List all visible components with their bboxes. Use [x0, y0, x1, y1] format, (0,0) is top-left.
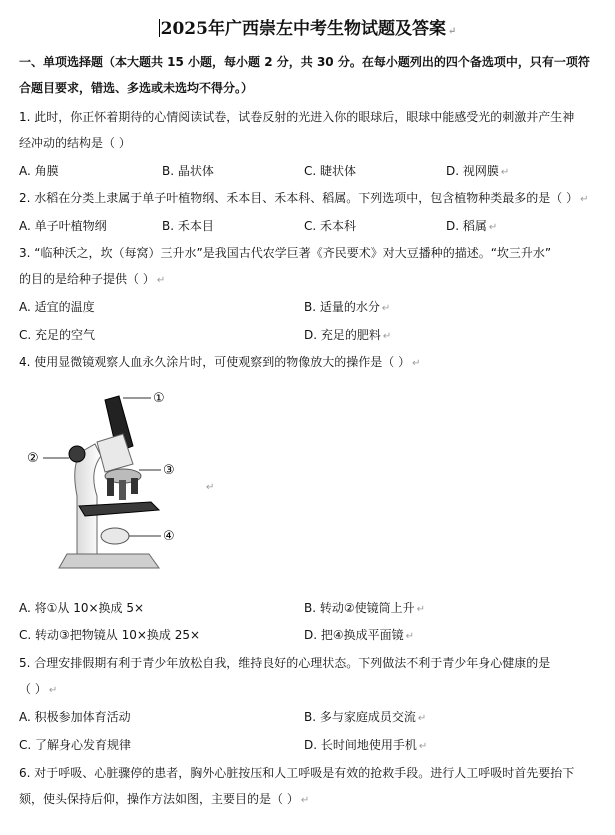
q4-option-a: A. 将①从 10×换成 5× [19, 601, 145, 615]
question-1-stem: 1. 此时，你正怀着期待的心情阅读试卷，试卷反射的光进入你的眼球后，眼球中能感受光的刺激并产生神 [19, 110, 575, 124]
section-header-line-2: 合题目要求，错选、多选或未选均不得分。） [19, 81, 254, 95]
mirror [101, 528, 129, 544]
question-2-stem: 2. 水稻在分类上隶属于单子叶植物纲、禾本目、禾本科、稻属。下列选项中，包含植物种类最多的是（ ） ↵ [19, 191, 589, 205]
q1-option-b: B. 晶状体 [162, 164, 214, 178]
q5-option-c: C. 了解身心发育规律 [19, 738, 132, 752]
objective-1 [107, 478, 114, 496]
q5-option-d: D. 长时间地使用手机 ↵ [304, 738, 428, 752]
q3-option-d: D. 充足的肥料 ↵ [304, 328, 392, 342]
objective-3 [131, 478, 138, 494]
figure-paragraph-mark: ↵ [206, 482, 215, 493]
question-5-stem-cont: （ ） ↵ [19, 682, 58, 696]
q4-option-c: C. 转动③把物镜从 10×换成 25× [19, 628, 201, 642]
microscope-base [59, 554, 159, 568]
objective-2 [119, 480, 126, 500]
text-cursor [159, 19, 160, 37]
section-header-line-1: 一、单项选择题（本大题共 15 小题，每小题 2 分，共 30 分。在每小题列出的四个备选项中，只有一项符 [19, 55, 590, 69]
page-title: 2025年广西崇左中考生物试题及答案 ↵ [160, 19, 457, 39]
question-6-stem: 6. 对于呼吸、心脏骤停的患者，胸外心脏按压和人工呼吸是有效的抢救手段。进行人工呼吸时首先要抬下 [19, 766, 575, 780]
adjustment-knob [69, 446, 85, 462]
figure-label-2: ② [27, 451, 39, 466]
q3-option-b: B. 适量的水分 ↵ [304, 300, 391, 314]
q4-option-b: B. 转动②使镜筒上升 ↵ [304, 601, 426, 615]
figure-label-4: ④ [163, 529, 175, 544]
question-5-stem: 5. 合理安排假期有利于青少年放松自我，维持良好的心理状态。下列做法不利于青少年身心健康的是 [19, 656, 551, 670]
figure-label-1: ① [153, 391, 165, 406]
q2-option-a: A. 单子叶植物纲 [19, 219, 107, 233]
q5-option-a: A. 积极参加体育活动 [19, 710, 131, 724]
q2-option-d: D. 稻属 ↵ [446, 219, 498, 233]
q1-option-d: D. 视网膜 ↵ [446, 164, 510, 178]
q3-option-c: C. 充足的空气 [19, 328, 96, 342]
q5-option-b: B. 多与家庭成员交流 ↵ [304, 710, 427, 724]
q3-option-a: A. 适宜的温度 [19, 300, 95, 314]
q4-option-d: D. 把④换成平面镜 ↵ [304, 628, 415, 642]
q2-option-b: B. 禾本目 [162, 219, 214, 233]
q1-option-a: A. 角膜 [19, 164, 59, 178]
q2-option-c: C. 禾本科 [304, 219, 357, 233]
microscope-figure [19, 386, 209, 586]
question-1-stem-cont: 经冲动的结构是（ ） [19, 136, 131, 150]
q1-option-c: C. 睫状体 [304, 164, 357, 178]
figure-label-3: ③ [163, 463, 175, 478]
question-3-stem-cont: 的目的是给种子提供（ ） ↵ [19, 272, 166, 286]
question-6-stem-cont: 颏，使头保持后仰，操作方法如图，主要目的是（ ） ↵ [19, 792, 310, 806]
question-3-stem: 3. “临种沃之，坎（每窝）三升水”是我国古代农学巨著《齐民要术》对大豆播种的描述。“坎三升水” [19, 246, 552, 260]
question-4-stem: 4. 使用显微镜观察人血永久涂片时，可使观察到的物像放大的操作是（ ） ↵ [19, 355, 421, 369]
